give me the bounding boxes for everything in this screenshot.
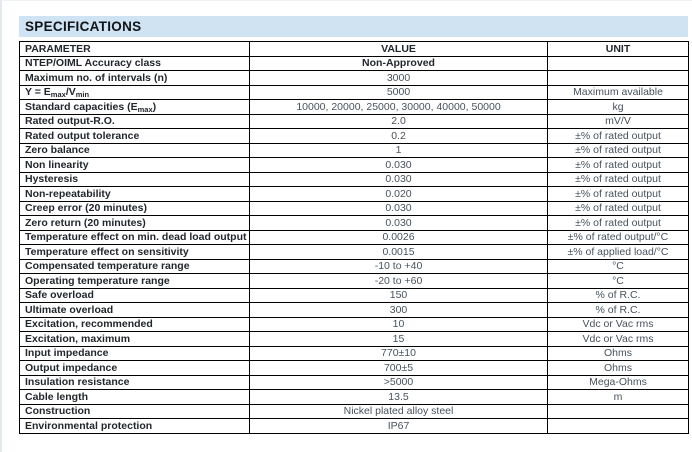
- parameter-cell: Ultimate overload: [20, 303, 250, 318]
- unit-cell: mV/V: [548, 114, 689, 129]
- value-cell: 0.2: [250, 129, 548, 144]
- value-cell: 10000, 20000, 25000, 30000, 40000, 50000: [250, 100, 548, 115]
- value-cell: 10: [250, 317, 548, 332]
- parameter-cell: Zero return (20 minutes): [20, 216, 250, 231]
- value-cell: 0.030: [250, 201, 548, 216]
- table-row: [20, 114, 689, 129]
- value-cell: 0.0026: [250, 230, 548, 245]
- unit-cell: ±% of rated output: [548, 216, 689, 231]
- unit-cell: [548, 56, 689, 71]
- value-cell: 1: [250, 143, 548, 158]
- table-row: [20, 71, 689, 86]
- table-row: [20, 404, 689, 419]
- value-cell: 0.030: [250, 216, 548, 231]
- table-row: [20, 317, 689, 332]
- parameter-cell: Zero balance: [20, 143, 250, 158]
- value-cell: Non-Approved: [250, 56, 548, 71]
- table-row: [20, 85, 689, 100]
- unit-cell: m: [548, 390, 689, 405]
- unit-cell: kg: [548, 100, 689, 115]
- value-cell: -20 to +60: [250, 274, 548, 289]
- parameter-cell: Non-repeatability: [20, 187, 250, 202]
- table-row: [20, 259, 689, 274]
- spec-table-header: [20, 42, 689, 57]
- parameter-cell: $Y = E_{max}/V_{min}$: [20, 85, 250, 100]
- parameter-cell: Hysteresis: [20, 172, 250, 187]
- value-cell: 150: [250, 288, 548, 303]
- unit-cell: °C: [548, 274, 689, 289]
- value-cell: 0.020: [250, 187, 548, 202]
- unit-cell: % of R.C.: [548, 288, 689, 303]
- unit-cell: [548, 419, 689, 434]
- parameter-cell: Compensated temperature range: [20, 259, 250, 274]
- table-row: [20, 172, 689, 187]
- value-cell: 0.030: [250, 158, 548, 173]
- value-cell: 700±5: [250, 361, 548, 376]
- unit-cell: Maximum available: [548, 85, 689, 100]
- column-header-unit: UNIT: [548, 42, 689, 57]
- unit-cell: ±% of rated output: [548, 129, 689, 144]
- unit-cell: ±% of rated output: [548, 201, 689, 216]
- value-cell: 0.0015: [250, 245, 548, 260]
- table-row: [20, 332, 689, 347]
- parameter-cell: Maximum no. of intervals (n): [20, 71, 250, 86]
- unit-cell: ±% of rated output: [548, 187, 689, 202]
- unit-cell: °C: [548, 259, 689, 274]
- parameter-cell: Temperature effect on min. dead load output: [20, 230, 250, 245]
- parameter-cell: Insulation resistance: [20, 375, 250, 390]
- parameter-cell: Excitation, recommended: [20, 317, 250, 332]
- unit-cell: % of R.C.: [548, 303, 689, 318]
- header-row: [20, 42, 689, 57]
- unit-cell: ±% of rated output/°C: [548, 230, 689, 245]
- unit-cell: Ohms: [548, 346, 689, 361]
- unit-cell: ±% of applied load/°C: [548, 245, 689, 260]
- column-header-parameter: PARAMETER: [20, 42, 250, 57]
- value-cell: -10 to +40: [250, 259, 548, 274]
- parameter-cell: Output impedance: [20, 361, 250, 376]
- parameter-cell: Operating temperature range: [20, 274, 250, 289]
- table-row: [20, 56, 689, 71]
- table-row: [20, 100, 689, 115]
- column-header-value: VALUE: [250, 42, 548, 57]
- parameter-cell: Environmental protection: [20, 419, 250, 434]
- value-cell: 15: [250, 332, 548, 347]
- table-row: [20, 419, 689, 434]
- unit-cell: [548, 404, 689, 419]
- parameter-cell: Cable length: [20, 390, 250, 405]
- unit-cell: Mega-Ohms: [548, 375, 689, 390]
- parameter-cell: Standard capacities $(E_{max})$: [20, 100, 250, 115]
- table-row: [20, 288, 689, 303]
- unit-cell: [548, 71, 689, 86]
- table-row: [20, 230, 689, 245]
- table-row: [20, 245, 689, 260]
- unit-cell: ±% of rated output: [548, 172, 689, 187]
- value-cell: 2.0: [250, 114, 548, 129]
- table-row: [20, 390, 689, 405]
- parameter-cell: Creep error (20 minutes): [20, 201, 250, 216]
- table-row: [20, 143, 689, 158]
- parameter-cell: Rated output tolerance: [20, 129, 250, 144]
- parameter-cell: Excitation, maximum: [20, 332, 250, 347]
- parameter-cell: Construction: [20, 404, 250, 419]
- table-row: [20, 274, 689, 289]
- value-cell: >5000: [250, 375, 548, 390]
- parameter-cell: Temperature effect on sensitivity: [20, 245, 250, 260]
- unit-cell: ±% of rated output: [548, 143, 689, 158]
- table-row: [20, 129, 689, 144]
- unit-cell: Ohms: [548, 361, 689, 376]
- table-row: [20, 346, 689, 361]
- table-row: [20, 303, 689, 318]
- table-row: [20, 158, 689, 173]
- unit-cell: Vdc or Vac rms: [548, 317, 689, 332]
- specifications-table: [19, 41, 689, 434]
- value-cell: IP67: [250, 419, 548, 434]
- value-cell: Nickel plated alloy steel: [250, 404, 548, 419]
- unit-cell: Vdc or Vac rms: [548, 332, 689, 347]
- parameter-cell: Non linearity: [20, 158, 250, 173]
- value-cell: 5000: [250, 85, 548, 100]
- value-cell: 13.5: [250, 390, 548, 405]
- parameter-cell: Safe overload: [20, 288, 250, 303]
- value-cell: 0.030: [250, 172, 548, 187]
- table-row: [20, 201, 689, 216]
- parameter-cell: Input impedance: [20, 346, 250, 361]
- parameter-cell: NTEP/OIML Accuracy class: [20, 56, 250, 71]
- value-cell: 3000: [250, 71, 548, 86]
- table-row: [20, 375, 689, 390]
- table-row: [20, 361, 689, 376]
- table-row: [20, 216, 689, 231]
- parameter-cell: Rated output-R.O.: [20, 114, 250, 129]
- unit-cell: ±% of rated output: [548, 158, 689, 173]
- spec-table-body: [20, 56, 689, 433]
- specifications-section: [19, 16, 688, 434]
- table-row: [20, 187, 689, 202]
- value-cell: 770±10: [250, 346, 548, 361]
- section-title: SPECIFICATIONS: [19, 16, 688, 37]
- value-cell: 300: [250, 303, 548, 318]
